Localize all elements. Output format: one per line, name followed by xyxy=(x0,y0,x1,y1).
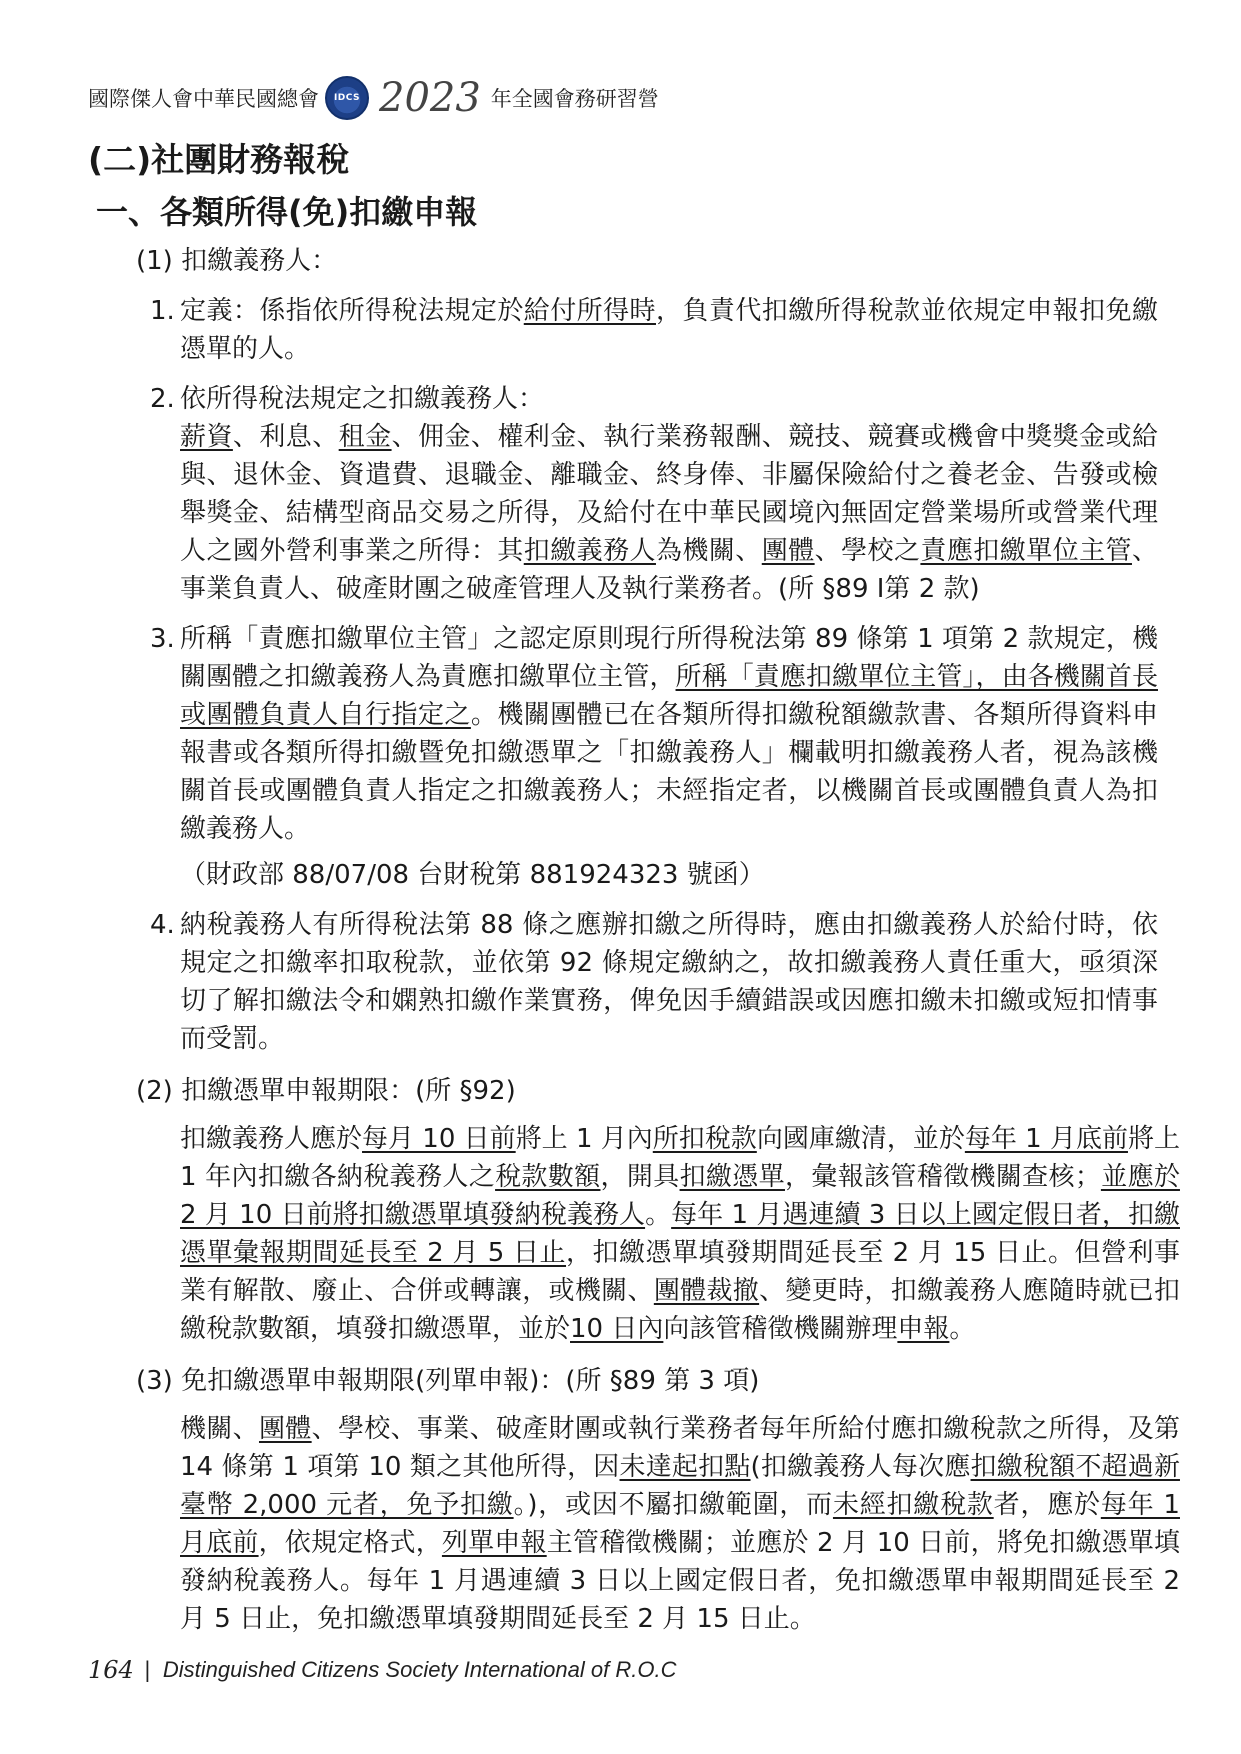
text: 。)，或因不屬扣繳範圍，而 xyxy=(513,1490,833,1520)
part1-label: (1) 扣繳義務人： xyxy=(136,246,338,276)
text: ，開具 xyxy=(600,1162,680,1192)
item-number: 2. xyxy=(150,384,175,414)
society-logo-icon xyxy=(325,76,369,120)
underlined-text: 每年 1 月底前 xyxy=(180,1490,1180,1558)
part2-paragraph xyxy=(180,1120,1180,1348)
text: 向國庫繳清，並於 xyxy=(756,1124,965,1154)
underlined-text: 團體裁撤 xyxy=(653,1276,760,1306)
text: 、學校之 xyxy=(814,536,921,566)
text: 定義：係指依所得稅法規定於 xyxy=(180,296,524,326)
text: 將上 1 年內扣繳各納稅義務人之 xyxy=(180,1124,1180,1192)
item-number: 1. xyxy=(150,296,175,326)
list-item-1 xyxy=(150,292,1158,368)
list-item-3 xyxy=(150,620,1158,848)
text: 機關、 xyxy=(180,1414,259,1444)
section-title: (二)社團財務報稅 xyxy=(88,140,350,179)
underlined-text: 稅款數額 xyxy=(495,1162,601,1192)
underlined-text: 每月 10 日前 xyxy=(362,1124,516,1154)
item-text xyxy=(180,292,1158,368)
page-number: 164 xyxy=(88,1656,134,1684)
text: 。 xyxy=(949,1314,976,1344)
underlined-text: 未經扣繳稅款 xyxy=(832,1490,994,1520)
underlined-text: 團體 xyxy=(761,536,815,566)
item-number: 3. xyxy=(150,624,175,654)
underlined-text: 租金 xyxy=(338,422,392,452)
footer-separator: | xyxy=(143,1658,151,1682)
page-header xyxy=(88,72,659,124)
underlined-text: 責應扣繳單位主管 xyxy=(920,536,1132,566)
part2-label: (2) 扣繳憑單申報期限：(所 §92) xyxy=(136,1076,516,1106)
text: 、學校、事業、破產財團或執行業務者每年所給付應扣繳稅款之所得，及第 14 條第 1 項第 10 類之其他所得，因 xyxy=(180,1414,1180,1482)
item-text xyxy=(180,620,1158,848)
text: ，依規定格式， xyxy=(258,1528,442,1558)
part3-label: (3) 免扣繳憑單申報期限(列單申報)：(所 §89 第 3 項) xyxy=(136,1366,760,1396)
subsection-title: 一、各類所得(免)扣繳申報 xyxy=(96,193,478,231)
text: ，彙報該管稽徵機關查核； xyxy=(784,1162,1101,1192)
header-year: 2023 xyxy=(379,75,481,121)
underlined-text: 所扣稅款 xyxy=(652,1124,757,1154)
underlined-text: 申報 xyxy=(897,1314,950,1344)
underlined-text: 所稱「責應扣繳單位主管」，由各機關首長或團體負責人自行指定之 xyxy=(180,662,1158,730)
footer-org: Distinguished Citizens Society International of R.O.C xyxy=(162,1657,677,1682)
underlined-text: 團體 xyxy=(258,1414,312,1444)
underlined-text: 扣繳憑單 xyxy=(679,1162,785,1192)
text: ，扣繳憑單填發期間延長至 2 月 15 日止。但營利事業有解散、廢止、合併或轉讓，或機關、 xyxy=(180,1238,1180,1306)
underlined-text: 並應於 2 月 10 日前將扣繳憑單填發納稅義務人 xyxy=(180,1162,1180,1230)
underlined-text: 扣繳稅額不超過新臺幣 2,000 元者，免予扣繳 xyxy=(180,1452,1180,1520)
underlined-text: 每年 1 月遇連續 3 日以上國定假日者，扣繳憑單彙報期間延長至 2 月 5 日止 xyxy=(180,1200,1180,1268)
text: 、佣金、權利金、執行業務報酬、競技、競賽或機會中獎獎金或給與、退休金、資遣費、退職金、離職金、終身俸、非屬保險給付之養老金、告發或檢舉獎金、結構型商品交易之所得，及給付在中華民國境內無固定營業場所或營業代理人之國外營利事業之所得：其 xyxy=(180,422,1158,566)
page-footer xyxy=(88,1656,676,1684)
text: 、利息、 xyxy=(232,422,339,452)
text: 將上 1 月內 xyxy=(515,1124,653,1154)
list-item-2 xyxy=(150,380,1158,608)
document-body xyxy=(88,130,1180,1638)
text: 。 xyxy=(645,1200,672,1230)
header-org-name: 國際傑人會中華民國總會 xyxy=(88,87,319,111)
underlined-text: 扣繳義務人 xyxy=(523,536,656,566)
text: 主管稽徵機關；並應於 2 月 10 日前，將免扣繳憑單填發納稅義務人。每年 1 月遇連續 3 日以上國定假日者，免扣繳憑單申報期間延長至 2 月 5 日止，免扣繳憑單填發期間延長至 2 月 15 日止。 xyxy=(180,1528,1180,1634)
header-event: 年全國會務研習營 xyxy=(490,87,659,111)
underlined-text: 10 日內 xyxy=(570,1314,664,1344)
text: 、事業負責人、破產財團之破產管理人及執行業務者。(所 §89 Ⅰ第 2 款) xyxy=(180,536,1158,604)
text: 者，應於 xyxy=(993,1490,1101,1520)
part3-paragraph xyxy=(180,1410,1180,1638)
underlined-text: 列單申報 xyxy=(441,1528,547,1558)
text: 扣繳義務人應於 xyxy=(180,1124,363,1154)
text: 、變更時，扣繳義務人應隨時就已扣繳稅款數額，填發扣繳憑單，並於 xyxy=(180,1276,1180,1344)
text: 為機關、 xyxy=(655,536,762,566)
underlined-text: 給付所得時 xyxy=(523,296,656,326)
underlined-text: 薪資 xyxy=(180,422,233,452)
reference-note: （財政部 88/07/08 台財稅第 881924323 號函） xyxy=(180,860,765,890)
text: 向該管稽徵機關辦理 xyxy=(663,1314,898,1344)
item-number: 4. xyxy=(150,910,175,940)
item-heading: 依所得稅法規定之扣繳義務人： xyxy=(180,384,545,414)
underlined-text: 未達起扣點 xyxy=(619,1452,751,1482)
list-item-4 xyxy=(150,906,1158,1058)
text: ，負責代扣繳所得稅款並依規定申報扣免繳憑單的人。 xyxy=(180,296,1158,364)
underlined-text: 每年 1 月底前 xyxy=(964,1124,1128,1154)
logo-text: IDCS xyxy=(333,93,361,103)
text: 。機關團體已在各類所得扣繳稅額繳款書、各類所得資料申報書或各類所得扣繳暨免扣繳憑單之「扣繳義務人」欄載明扣繳義務人者，視為該機關首長或團體負責人指定之扣繳義務人；未經指定者，以機關首長或團體負責人為扣繳義務人。 xyxy=(180,700,1158,844)
text: 所稱「責應扣繳單位主管」之認定原則現行所得稅法第 89 條第 1 項第 2 款規定，機關團體之扣繳義務人為責應扣繳單位主管， xyxy=(180,624,1158,692)
item-text xyxy=(180,380,1158,608)
item-text: 納稅義務人有所得稅法第 88 條之應辦扣繳之所得時，應由扣繳義務人於給付時，依規定之扣繳率扣取稅款，並依第 92 條規定繳納之，故扣繳義務人責任重大，亟須深切了解扣繳法令和嫻熟扣繳作業實務，俾免因手續錯誤或因應扣繳未扣繳或短扣情事而受罰。 xyxy=(180,910,1158,1054)
text: (扣繳義務人每次應 xyxy=(750,1452,971,1482)
